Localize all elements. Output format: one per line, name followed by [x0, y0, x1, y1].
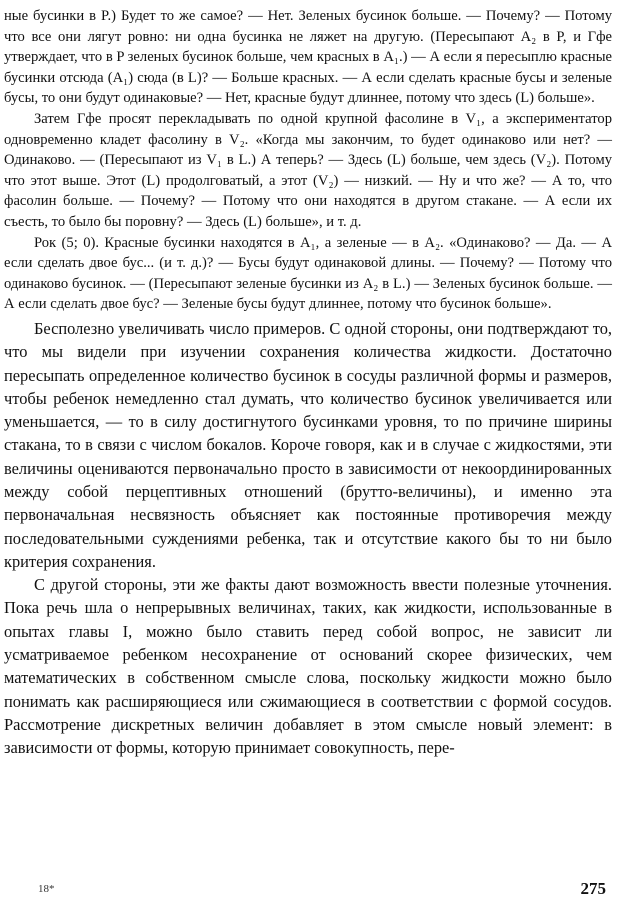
transcript-paragraph-3: Рок (5; 0). Красные бусинки находятся в A₁, а зеленые — в A₂. «Одинаково? — Да. — А если сделать двое бус... (и т. д.)? — Бусы будут одинаковой длины. — Почему? — Потому что одинаково бусинок. — (Пересыпают зеленые бусинки из A₂ в L.) — Зеленых бусинок больше. — А если сделать двое бус? — Зеленые бусы будут длиннее, потому что бусинок больше».: [4, 234, 612, 313]
transcript-block: [0, 6, 612, 315]
page-number: 275: [580, 879, 606, 898]
body-paragraph-1: Бесполезно увеличивать число примеров. С одной стороны, они подтверждают то, что мы видели при изучении сохранения количества жидкости. Достаточно пересыпать определенное количество бусинок в сосуды различной формы и размеров, чтобы ребенок немедленно стал думать, что количество бусинок увеличивается или уменьшается, — то в силу достигнутого бусинками уровня, то по причине ширины стакана, то в связи с числом бокалов. Короче говоря, как и в случае с жидкостями, эти величины оцениваются первоначально просто в зависимости от некоординированных между собой перцептивных отношений (брутто-величины), и именно эта первоначальная несвязность объясняет как постоянные противоречия между последовательными суждениями ребенка, так и отсутствие какого бы то ни было критерия сохранения.: [4, 318, 612, 571]
page-footer: [0, 879, 620, 903]
signature-mark: 18*: [38, 883, 55, 895]
main-text-block: [0, 317, 612, 760]
transcript-paragraph-1: ные бусинки в P.) Будет то же самое? — Нет. Зеленых бусинок больше. — Почему? — Потому что все они лягут ровно: ни одна бусинка не ляжет на другую. (Пересыпают A₂ в P, и Гфе утверждает, что в P зеленых бусинок больше, чем красных в A₁.) — А если я пересыплю красные бусинки отсюда (A₁) сюда (в L)? — Больше красных. — А если сделать красные бусы и зеленые бусы, то они будут одинаковые? — Нет, красные будут длиннее, потому что здесь (L) больше».: [4, 8, 612, 107]
body-paragraph-2: С другой стороны, эти же факты дают возможность ввести полезные уточнения. Пока речь шла о непрерывных величинах, таких, как жидкости, использованные в опытах главы I, можно было ставить перед собой вопрос, не зависит ли усматриваемое ребенком несохранение от оснований скорее физических, чем математических в собственном смысле слова, поскольку жидкости можно было понимать как расширяющиеся или сжимающиеся в соответствии с формой сосудов. Рассмотрение дискретных величин добавляет в этом смысле новый элемент: в зависимости от формы, которую принимает совокупность, пере-: [4, 575, 612, 758]
transcript-paragraph-2: Затем Гфе просят перекладывать по одной крупной фасолине в V₁, а экспериментатор одновременно кладет фасолину в V₂. «Когда мы закончим, то будет одинаково или нет? — Одинаково. — (Пересыпают из V₁ в L.) А теперь? — Здесь (L) больше, чем здесь (V₂). Потому что этот выше. Этот (L) продолговатый, а этот (V₂) — низкий. — Ну и что же? — А то, что фасолин больше. — Почему? — Потому что они находятся в другом стакане. — А если их съесть, то было бы поровну? — Здесь (L) больше», и т. д.: [4, 110, 612, 230]
